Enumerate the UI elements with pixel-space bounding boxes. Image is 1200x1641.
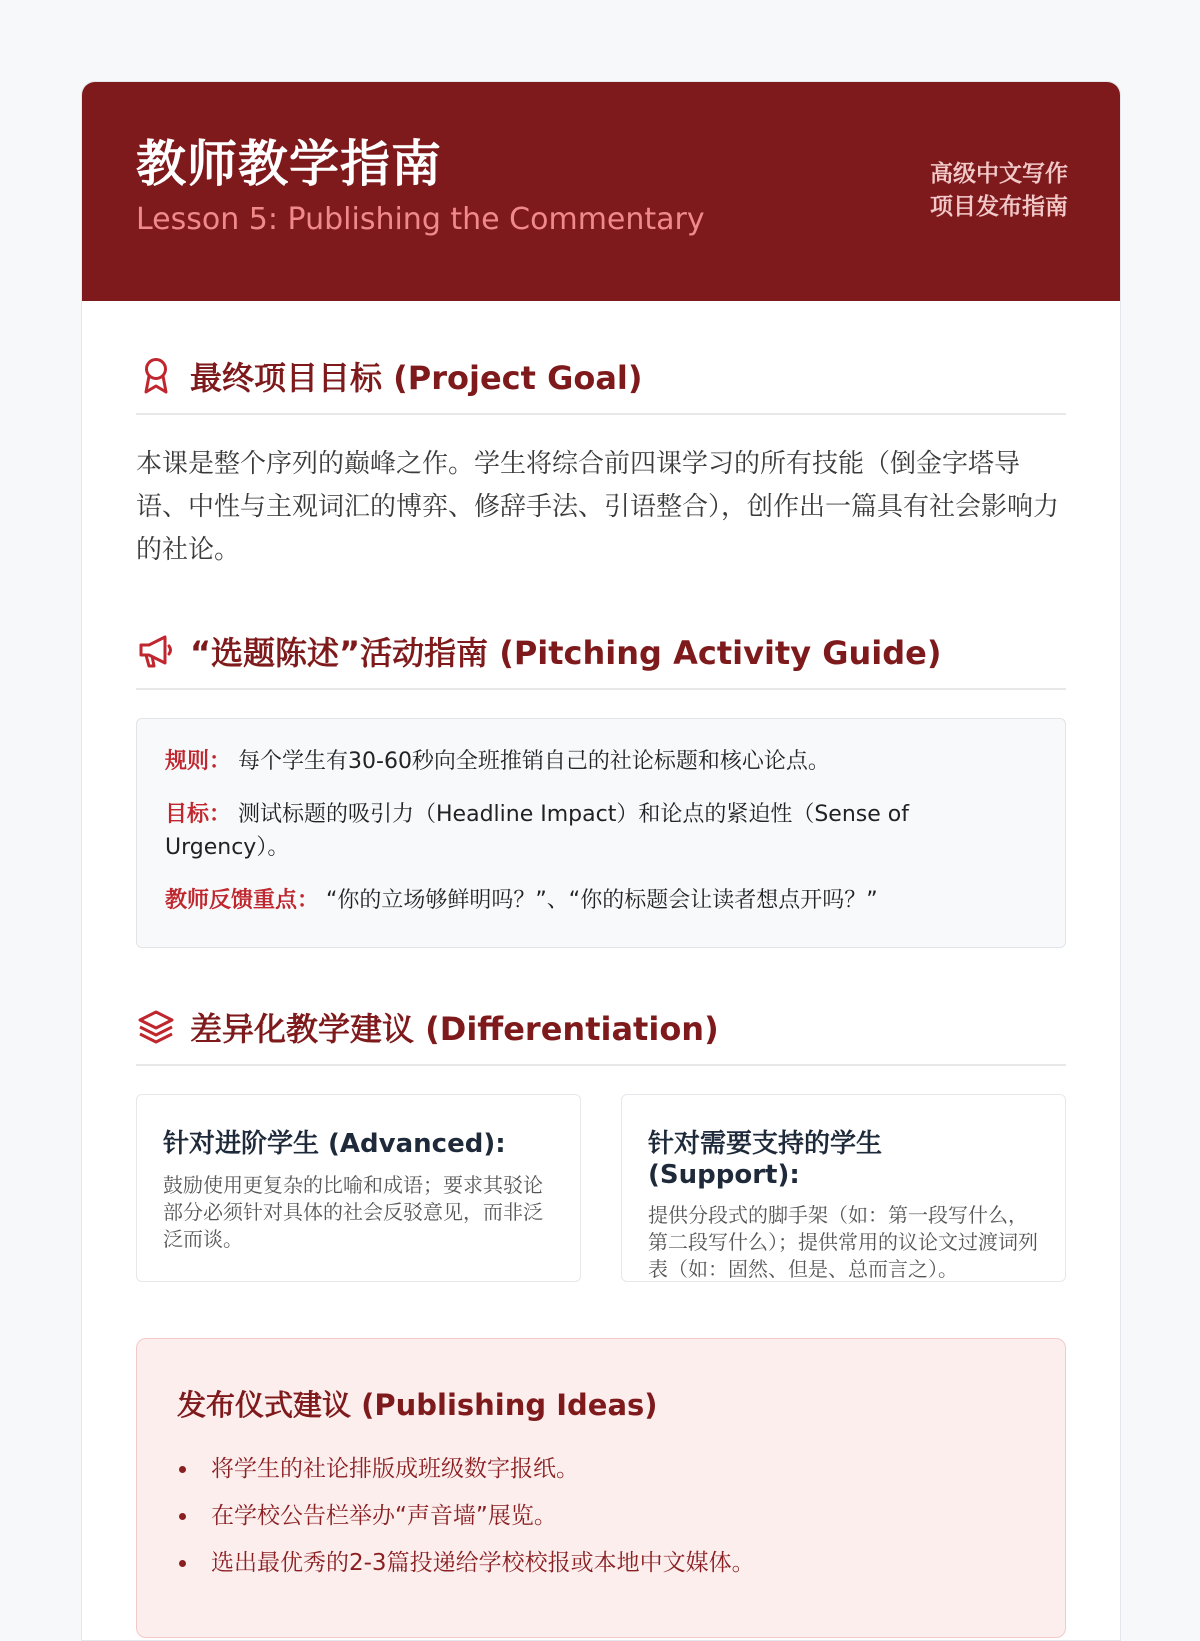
pitch-item-rule <box>165 745 1037 778</box>
goal-text: 本课是整个序列的巅峰之作。学生将综合前四课学习的所有技能（倒金字塔导语、中性与主观词汇的博弈、修辞手法、引语整合），创作出一篇具有社会影响力的社论。 <box>136 449 1060 565</box>
header <box>82 82 1120 301</box>
support-card <box>621 1094 1066 1282</box>
support-title: 针对需要支持的学生 (Support): <box>648 1129 883 1190</box>
publishing-list <box>177 1446 1025 1587</box>
page-subtitle: Lesson 5: Publishing the Commentary <box>136 202 705 237</box>
diff-row <box>136 1094 1066 1282</box>
support-text: 提供分段式的脚手架（如：第一段写什么，第二段写什么）；提供常用的议论文过渡词列表（如：固然、但是、总而言之）。 <box>648 1203 1038 1281</box>
pitch-item-goal <box>165 798 1037 864</box>
goal-title-text: 最终项目目标 (Project Goal) <box>190 359 643 397</box>
layers-icon <box>136 1007 176 1047</box>
diff-section-title <box>136 1004 1066 1066</box>
advanced-title: 针对进阶学生 (Advanced): <box>163 1129 506 1159</box>
pitch-box <box>136 718 1066 948</box>
award-icon <box>136 356 176 396</box>
diff-title-text: 差异化教学建议 (Differentiation) <box>190 1010 719 1048</box>
list-item: 选出最优秀的2-3篇投递给学校校报或本地中文媒体。 <box>177 1540 1025 1587</box>
goal-section-title <box>136 353 1066 415</box>
pitch-rule-text: 每个学生有30-60秒向全班推销自己的社论标题和核心论点。 <box>231 749 830 774</box>
pitch-rule-label: 规则： <box>165 749 232 774</box>
advanced-card <box>136 1094 581 1282</box>
list-item: 在学校公告栏举办“声音墙”展览。 <box>177 1493 1025 1540</box>
pitch-feedback-text: “你的立场够鲜明吗？”、“你的标题会让读者想点开吗？” <box>319 888 878 913</box>
pitch-title-text: “选题陈述”活动指南 (Pitching Activity Guide) <box>190 634 942 672</box>
pitch-goal-text: 测试标题的吸引力（Headline Impact）和论点的紧迫性（Sense of Urgency）。 <box>165 802 909 860</box>
list-item: 将学生的社论排版成班级数字报纸。 <box>177 1446 1025 1493</box>
advanced-text: 鼓励使用更复杂的比喻和成语；要求其驳论部分必须针对具体的社会反驳意见，而非泛泛而谈。 <box>163 1173 543 1251</box>
header-tag-line2: 项目发布指南 <box>930 194 1068 220</box>
header-tag <box>930 158 1068 224</box>
content-body <box>82 353 1120 1638</box>
header-tag-line1: 高级中文写作 <box>930 161 1068 187</box>
pitch-goal-label: 目标： <box>165 802 232 827</box>
guide-card <box>81 81 1121 1641</box>
megaphone-icon <box>136 631 176 671</box>
pitch-section-title <box>136 628 1066 690</box>
pitch-feedback-label: 教师反馈重点： <box>165 888 320 913</box>
pitch-item-feedback <box>165 884 1037 917</box>
publishing-box <box>136 1338 1066 1638</box>
page-title: 教师教学指南 <box>136 135 442 193</box>
publishing-title: 发布仪式建议 (Publishing Ideas) <box>177 1388 658 1422</box>
